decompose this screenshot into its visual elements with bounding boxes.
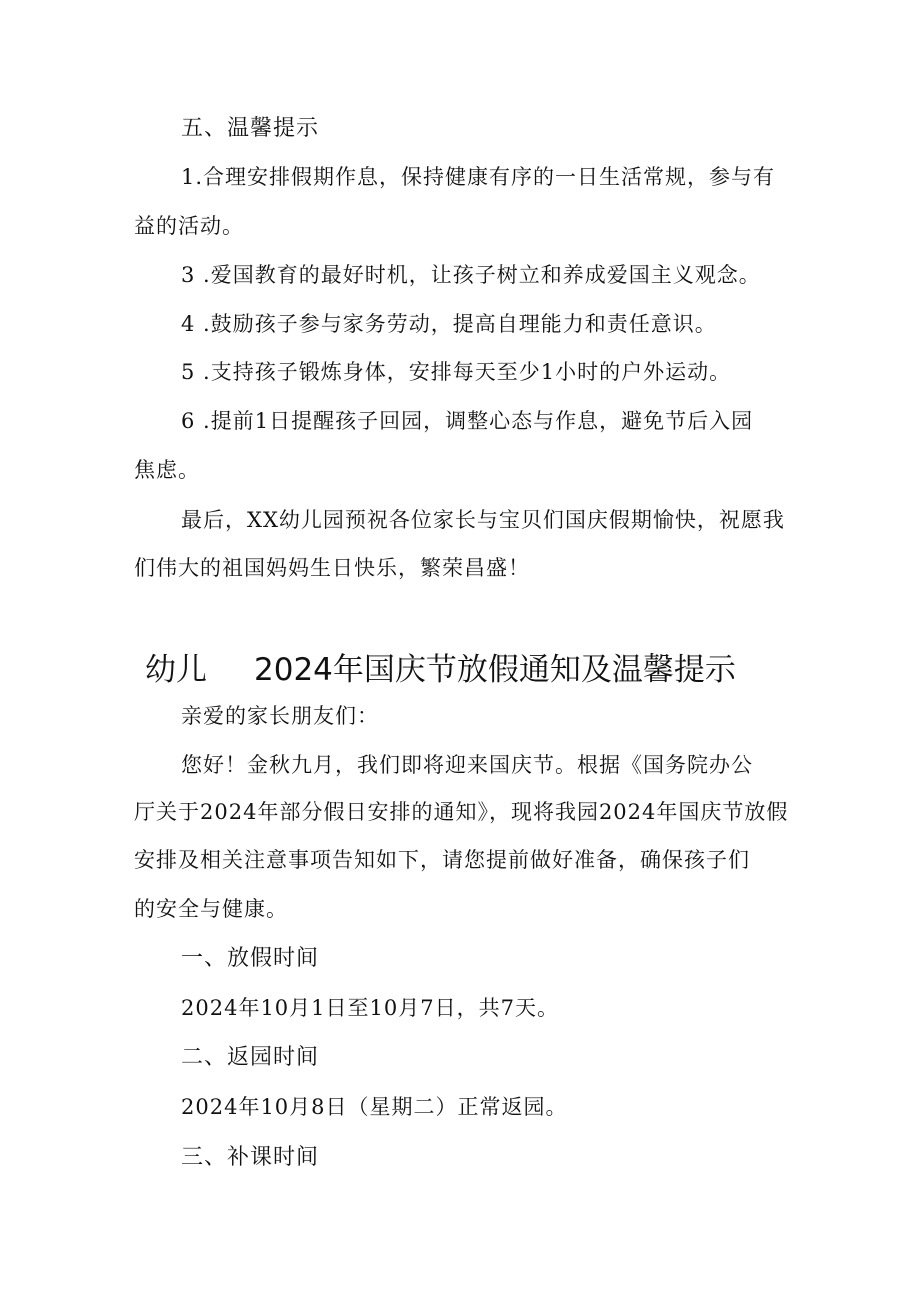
intro-line-3: 安排及相关注意事项告知如下，请您提前做好准备，确保孩子们 bbox=[134, 848, 750, 872]
tip-item-3: 3 .爱国教育的最好时机，让孩子树立和养成爱国主义观念。 bbox=[181, 263, 761, 287]
closing-line-2: 们伟大的祖国妈妈生日快乐，繁荣昌盛！ bbox=[134, 556, 530, 580]
notice-title-prefix: 幼儿 bbox=[145, 652, 207, 688]
intro-line-2: 厅关于2024年部分假日安排的通知》，现将我园2024年国庆节放假 bbox=[134, 800, 789, 824]
section-heading-return-time: 二、返园时间 bbox=[181, 1045, 320, 1070]
section-heading-holiday-time: 一、放假时间 bbox=[181, 946, 320, 971]
section-heading-makeup-time: 三、补课时间 bbox=[181, 1145, 320, 1170]
greeting: 亲爱的家长朋友们： bbox=[181, 704, 379, 728]
tip-item-6-line-1: 6 .提前1日提醒孩子回园，调整心态与作息，避免节后入园 bbox=[181, 409, 754, 433]
holiday-time-text: 2024年10月1日至10月7日，共7天。 bbox=[181, 996, 559, 1020]
tip-item-5: 5 .支持孩子锻炼身体，安排每天至少1小时的户外运动。 bbox=[181, 360, 732, 384]
tip-item-4: 4 .鼓励孩子参与家务劳动，提高自理能力和责任意识。 bbox=[181, 312, 717, 336]
intro-line-1: 您好！金秋九月，我们即将迎来国庆节。根据《国务院办公 bbox=[181, 753, 753, 777]
tip-item-1-line-2: 益的活动。 bbox=[134, 214, 244, 238]
section-heading-tips: 五、温馨提示 bbox=[181, 116, 320, 141]
return-time-text: 2024年10月8日（星期二）正常返园。 bbox=[181, 1095, 568, 1119]
tip-item-1-line-1: 1.合理安排假期作息，保持健康有序的一日生活常规，参与有 bbox=[181, 165, 776, 189]
notice-title: 2024年国庆节放假通知及温馨提示 bbox=[254, 652, 736, 688]
tip-item-6-line-2: 焦虑。 bbox=[134, 458, 200, 482]
intro-line-4: 的安全与健康。 bbox=[134, 897, 288, 921]
closing-line-1: 最后，XX幼儿园预祝各位家长与宝贝们国庆假期愉快，祝愿我 bbox=[181, 508, 785, 532]
